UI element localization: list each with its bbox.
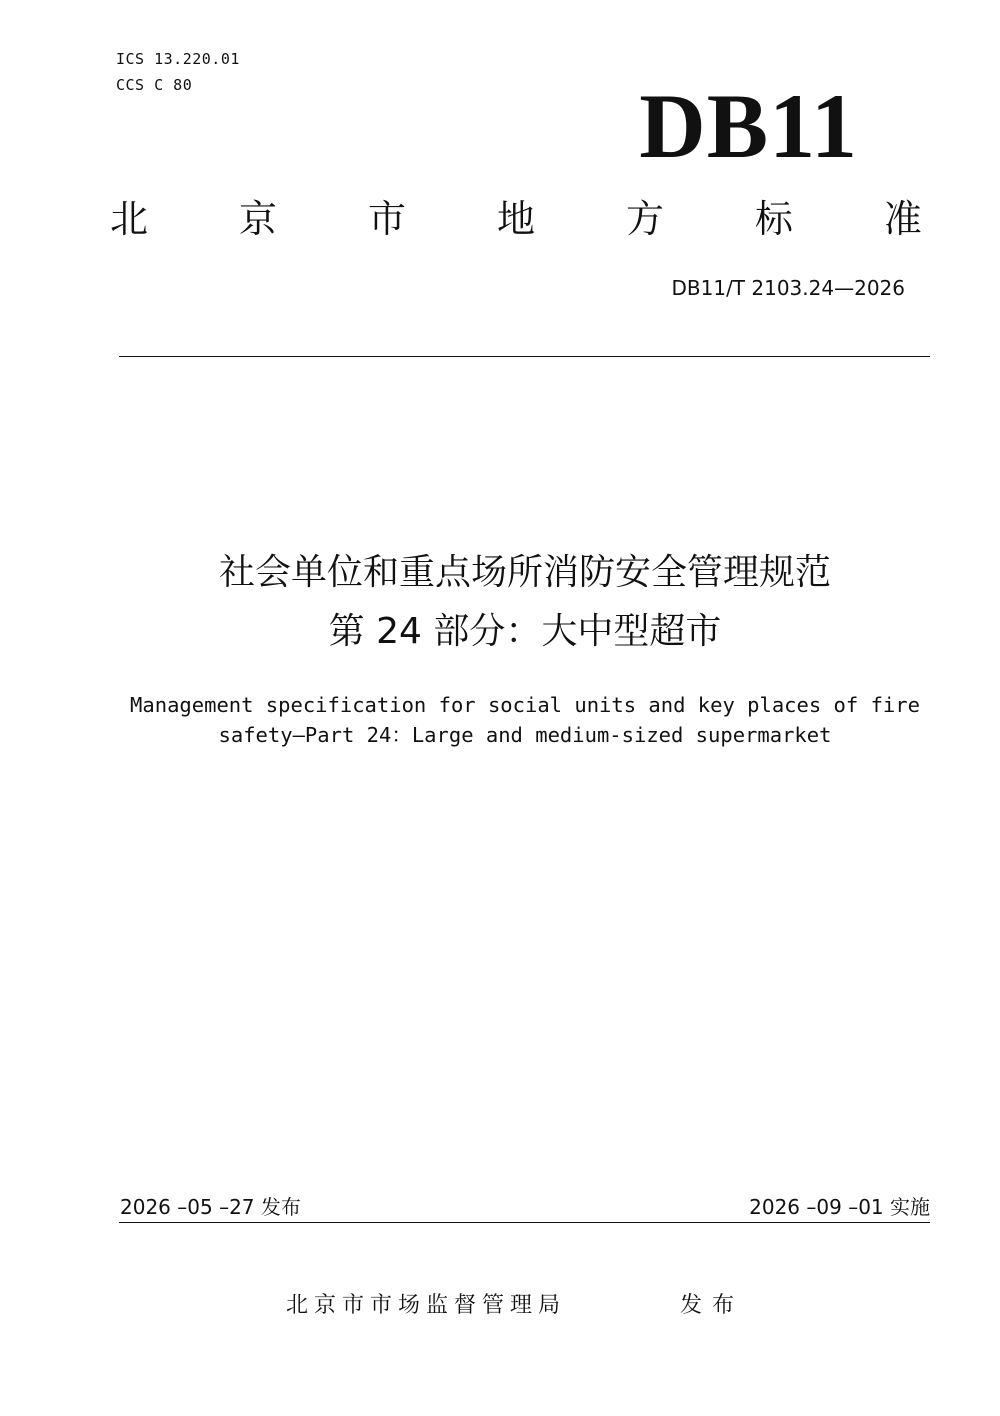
bottom-divider (119, 1222, 930, 1223)
standard-code-logo: DB11 (639, 75, 858, 177)
issuing-authority: 北京市市场监督管理局 (286, 1293, 567, 1318)
standard-type-char: 北 (110, 197, 149, 241)
standard-type-char: 准 (883, 197, 922, 241)
standard-type-char: 标 (754, 197, 793, 241)
standard-type-heading (110, 196, 922, 242)
standard-number: DB11/T 2103.24—2026 (671, 276, 905, 300)
implementation-date: 2026 –09 –01 实施 (749, 1195, 930, 1219)
ics-code: ICS 13.220.01 (116, 50, 240, 68)
title-en-line-2: safety—Part 24：Large and medium-sized supermarket (218, 723, 832, 747)
ccs-code: CCS C 80 (116, 76, 193, 94)
release-date: 2026 –05 –27 发布 (120, 1195, 301, 1219)
title-cn-line-1: 社会单位和重点场所消防安全管理规范 (218, 552, 831, 593)
top-divider (119, 356, 930, 357)
title-cn-line-2: 第 24 部分：大中型超市 (328, 611, 722, 652)
standard-type-char: 地 (496, 197, 535, 241)
issuing-action: 发布 (680, 1293, 745, 1318)
standard-type-char: 方 (625, 197, 664, 241)
title-en-line-1: Management specification for social units and key places of fire (130, 693, 920, 717)
standard-type-char: 京 (238, 197, 277, 241)
standard-type-char: 市 (367, 197, 406, 241)
